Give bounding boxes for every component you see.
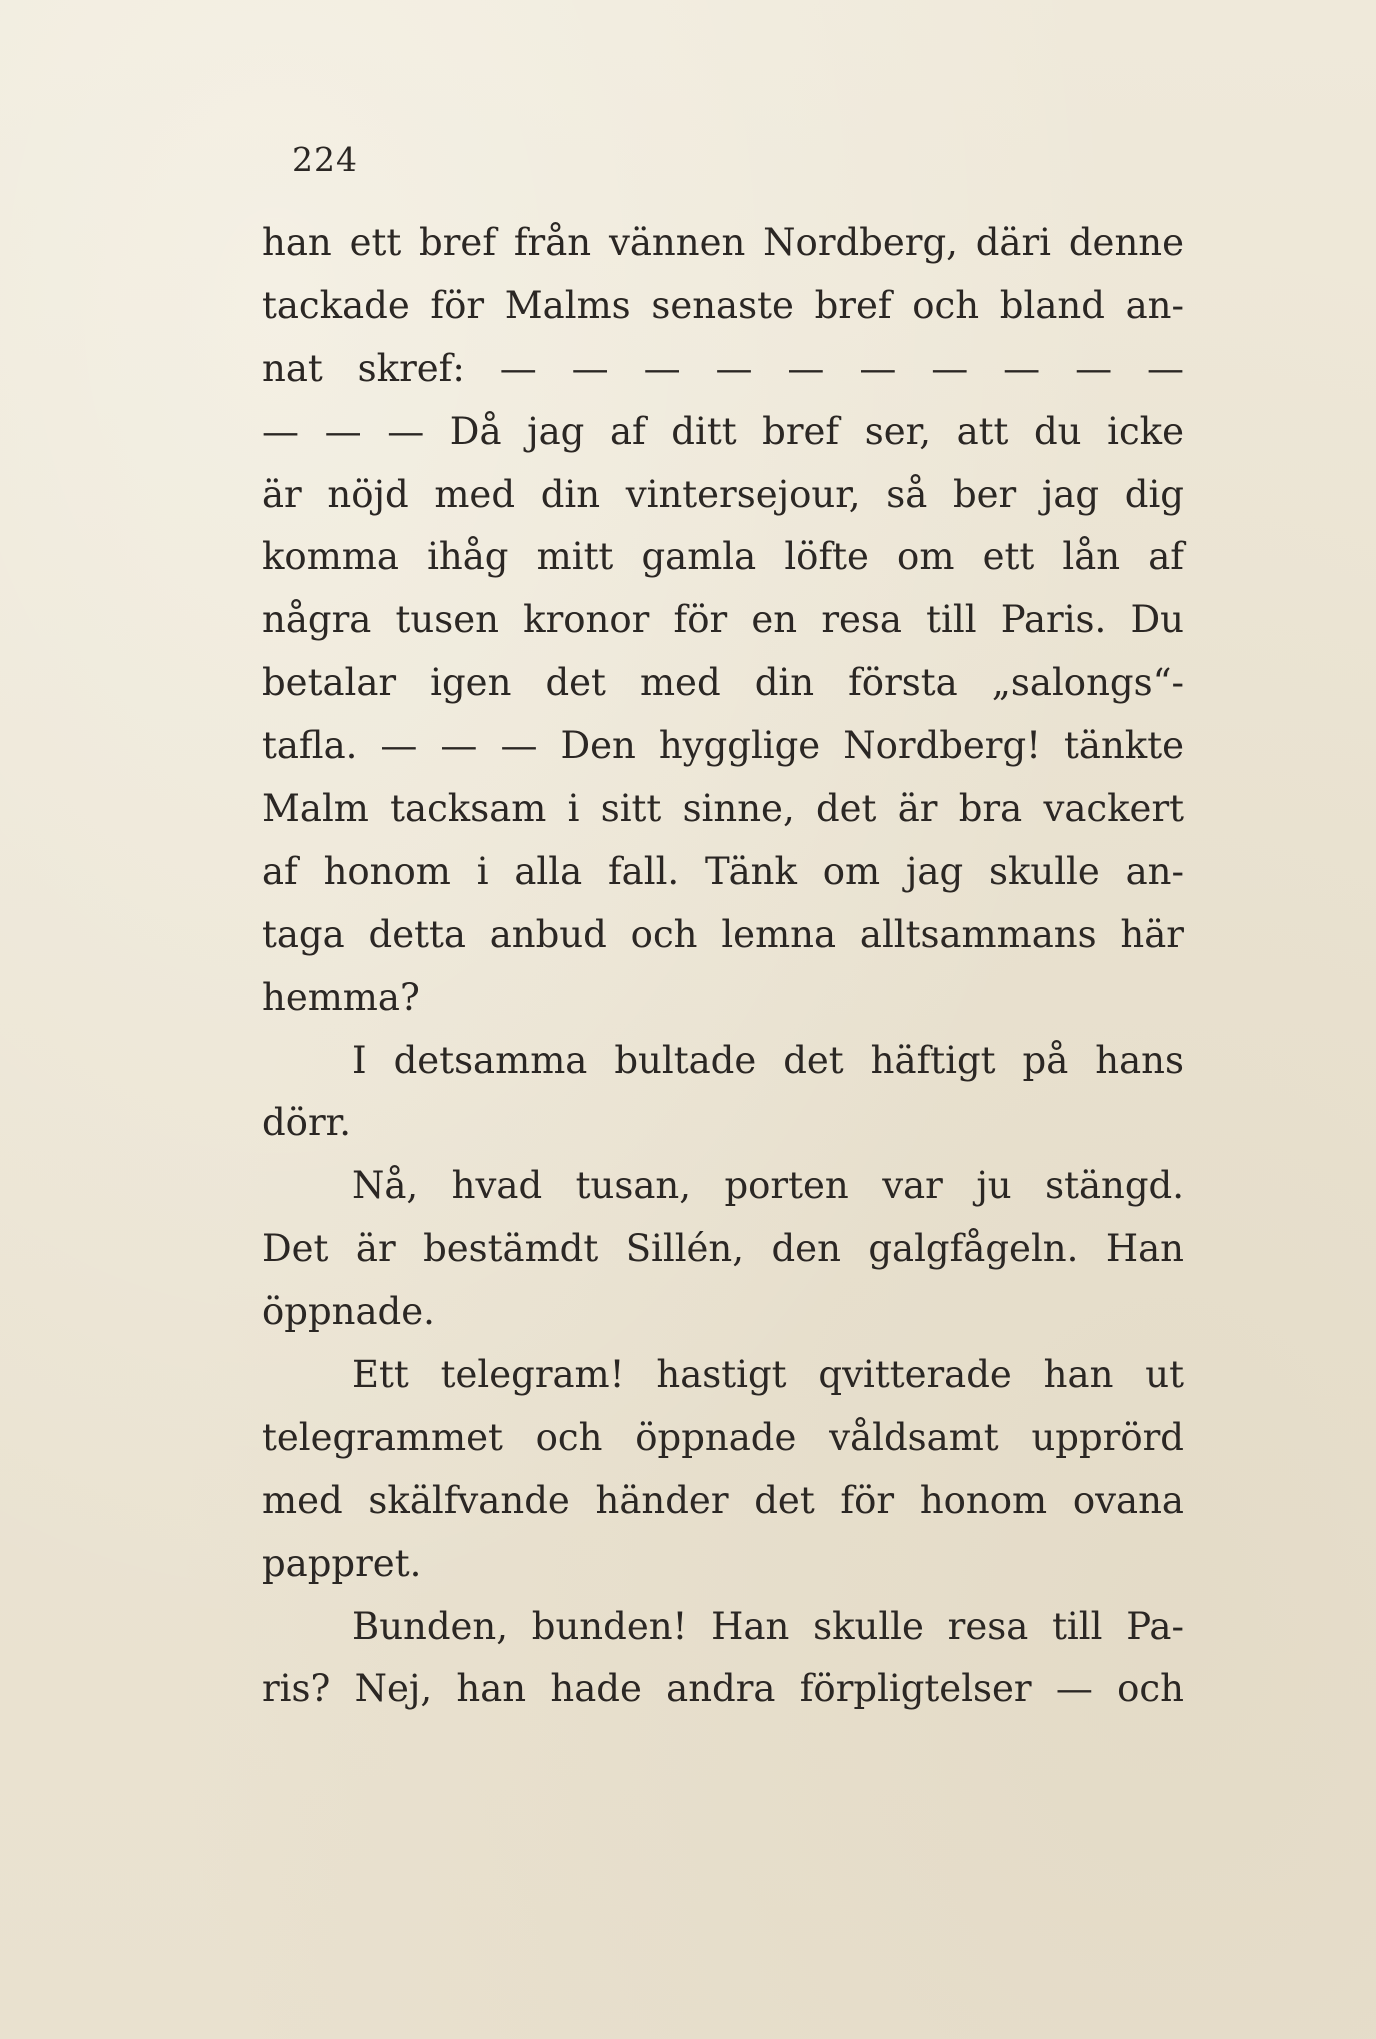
text-line: — — — Då jag af ditt bref ser, att du icke bbox=[262, 409, 1184, 453]
text-line: telegrammet och öppnade våldsamt upprörd bbox=[262, 1415, 1184, 1459]
body-text bbox=[262, 212, 1184, 1721]
text-line: af honom i alla fall. Tänk om jag skulle an- bbox=[262, 849, 1184, 893]
text-line: Det är bestämdt Sillén, den galgfågeln. Han bbox=[262, 1227, 1184, 1271]
text-line: betalar igen det med din första „salongs“- bbox=[262, 661, 1184, 705]
text-line: är nöjd med din vintersejour, så ber jag dig bbox=[262, 472, 1184, 516]
text-line: dörr. bbox=[262, 1101, 352, 1145]
text-line: öppnade. bbox=[262, 1290, 435, 1334]
text-line: Ett telegram! hastigt qvitterade han ut bbox=[352, 1353, 1184, 1397]
text-line: hemma? bbox=[262, 975, 420, 1019]
text-line: Nå, hvad tusan, porten var ju stängd. bbox=[352, 1164, 1184, 1208]
page-number: 224 bbox=[292, 140, 358, 179]
text-line: pappret. bbox=[262, 1541, 422, 1585]
text-line: med skälfvande händer det för honom ovana bbox=[262, 1478, 1184, 1522]
text-line: tafla. — — — Den hygglige Nordberg! tänkte bbox=[262, 724, 1184, 768]
text-line: komma ihåg mitt gamla löfte om ett lån af bbox=[262, 535, 1184, 579]
text-line: tackade för Malms senaste bref och bland an- bbox=[262, 283, 1184, 327]
text-line: taga detta anbud och lemna alltsammans här bbox=[262, 912, 1184, 956]
text-line: nat skref: — — — — — — — — — — bbox=[262, 346, 1184, 390]
text-line: ris? Nej, han hade andra förpligtelser — och bbox=[262, 1667, 1184, 1711]
text-line: I detsamma bultade det häftigt på hans bbox=[352, 1038, 1184, 1082]
text-line: han ett bref från vännen Nordberg, däri denne bbox=[262, 221, 1184, 264]
text-line: några tusen kronor för en resa till Paris. Du bbox=[262, 598, 1184, 642]
text-line: Bunden, bunden! Han skulle resa till Pa- bbox=[352, 1604, 1184, 1648]
text-line: Malm tacksam i sitt sinne, det är bra vackert bbox=[262, 787, 1184, 831]
